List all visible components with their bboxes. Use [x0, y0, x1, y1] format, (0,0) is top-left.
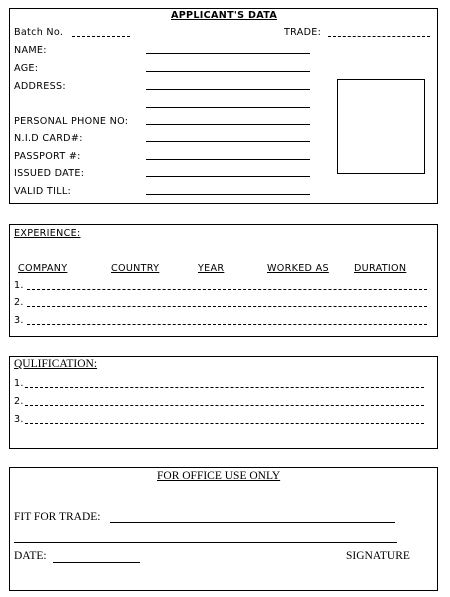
applicant-title: APPLICANT'S DATA: [171, 10, 278, 21]
address-input-line-2[interactable]: [146, 107, 310, 108]
issued-date-input[interactable]: [146, 176, 310, 177]
trade-input[interactable]: [328, 36, 430, 37]
passport-label: PASSPORT #:: [14, 151, 81, 162]
column-country: COUNTRY: [111, 263, 160, 274]
column-company: COMPANY: [18, 263, 68, 274]
column-year: YEAR: [198, 263, 225, 274]
valid-till-input[interactable]: [146, 194, 310, 195]
date-label: DATE:: [14, 550, 47, 562]
qualification-title: QULIFICATION:: [14, 358, 98, 370]
signature-label: SIGNATURE: [346, 550, 410, 562]
qualification-row-1-number: 1.: [14, 378, 24, 389]
experience-title: EXPERIENCE:: [14, 228, 81, 239]
experience-row-2-number: 2.: [14, 297, 24, 308]
phone-input[interactable]: [146, 124, 310, 125]
age-label: AGE:: [14, 63, 39, 74]
name-label: NAME:: [14, 45, 47, 56]
address-input[interactable]: [146, 89, 310, 90]
fit-for-trade-input[interactable]: [110, 522, 395, 523]
qualification-row-3-number: 3.: [14, 414, 24, 425]
qualification-row-1-input[interactable]: [25, 387, 424, 388]
office-use-section: [9, 467, 438, 591]
photo-box[interactable]: [337, 79, 425, 174]
fit-for-trade-label: FIT FOR TRADE:: [14, 511, 101, 523]
trade-label: TRADE:: [284, 27, 322, 38]
age-input[interactable]: [146, 71, 310, 72]
name-input[interactable]: [146, 53, 310, 54]
date-input[interactable]: [53, 562, 140, 563]
experience-row-2-input[interactable]: [27, 306, 427, 307]
qualification-row-2-input[interactable]: [25, 405, 424, 406]
experience-row-3-input[interactable]: [27, 324, 427, 325]
office-note-line[interactable]: [14, 542, 397, 543]
passport-input[interactable]: [146, 159, 310, 160]
experience-row-1-number: 1.: [14, 280, 24, 291]
qualification-row-3-input[interactable]: [25, 423, 424, 424]
qualification-row-2-number: 2.: [14, 396, 24, 407]
experience-section: [9, 224, 438, 337]
office-use-title: FOR OFFICE USE ONLY: [157, 470, 281, 482]
column-duration: DURATION: [354, 263, 407, 274]
experience-row-3-number: 3.: [14, 315, 24, 326]
batch-input[interactable]: [72, 36, 130, 37]
address-label: ADDRESS:: [14, 81, 66, 92]
batch-label: Batch No.: [14, 27, 64, 38]
nid-input[interactable]: [146, 141, 310, 142]
experience-row-1-input[interactable]: [27, 289, 427, 290]
nid-label: N.I.D CARD#:: [14, 133, 83, 144]
issued-date-label: ISSUED DATE:: [14, 168, 85, 179]
valid-till-label: VALID TILL:: [14, 186, 72, 197]
phone-label: PERSONAL PHONE NO:: [14, 116, 129, 127]
column-worked-as: WORKED AS: [267, 263, 329, 274]
